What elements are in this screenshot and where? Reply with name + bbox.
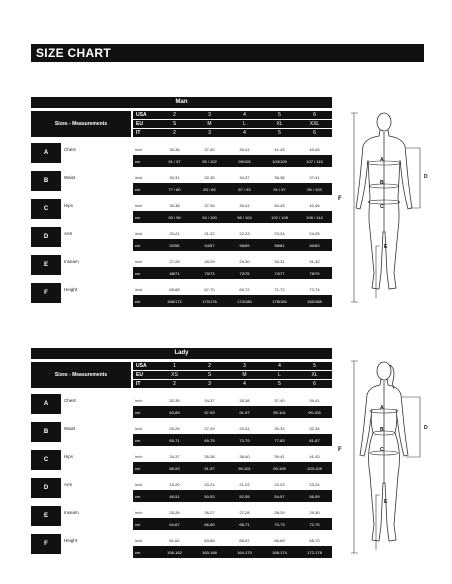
measurement-code: B [31,422,61,446]
lady-figure-label-b: B [380,427,384,433]
cm-value: 103-109 [297,462,332,474]
table-row [31,283,332,295]
measurement-name: Chest [64,146,76,152]
measurement-name: Inseam [64,509,79,515]
unit-cm: cm [133,267,157,279]
table-row [31,267,332,279]
man-figure-label-e: E [384,244,388,250]
man-body-figure-icon [346,108,434,308]
inch-value: 39-41 [239,202,250,208]
cm-value: 65-71 [157,434,192,446]
size-value: 2 [157,129,192,138]
cm-value: 166/172 [157,295,192,307]
cm-value: 168-174 [262,546,297,558]
measurement-name: Inseam [64,258,79,264]
cm-value: 98 / 104 [227,211,262,223]
inch-value: 22-23 [274,481,285,487]
table-row [31,227,332,239]
measurement-code: F [31,534,61,558]
size-value: 5 [262,111,297,120]
cm-value: 66-69 [192,518,227,530]
size-value: L [227,120,262,129]
cm-value: 87-93 [192,406,227,418]
inch-value: 34-37 [239,174,250,180]
unit-inch: inch [135,258,143,264]
cm-value: 87 / 93 [227,183,262,195]
inch-value: 20-21 [204,481,215,487]
measurement-code: B [31,171,61,195]
unit-inch: inch [135,537,143,543]
cm-value: 74/77 [262,267,297,279]
cm-value: 58/61 [262,239,297,251]
inch-value: 27-28 [239,509,250,515]
inch-value: 34-37 [204,397,215,403]
sizes-measurements-header: Sizes - Measurements [31,111,133,138]
measurement-name: Chest [64,397,76,403]
inch-value: 23-24 [274,230,285,236]
size-value: XL [262,120,297,129]
lady-section [31,348,332,562]
cm-value: 99-105 [262,462,297,474]
table-row [31,518,332,530]
inch-value: 65-67 [239,537,250,543]
man-figure-label-b: B [380,180,384,186]
inch-value: 32-34 [309,425,320,431]
table-row [31,295,332,307]
cm-value: 91-97 [192,462,227,474]
size-value: XS [157,371,192,380]
table-row [31,534,332,546]
inch-value: 39-41 [309,397,320,403]
region-code: IT [133,380,157,389]
table-row [31,394,332,406]
lady-figure-label-d: D [424,425,428,431]
inch-value: 61-64 [169,537,180,543]
inch-value: 32-35 [169,397,180,403]
cm-value: 60/63 [297,239,332,251]
region-code: USA [133,111,157,120]
measurement-code: D [31,478,61,502]
unit-cm: cm [133,295,157,307]
unit-cm: cm [133,211,157,223]
cm-value: 48-51 [157,490,192,502]
cm-value: 95-101 [227,462,262,474]
inch-value: 40-43 [274,202,285,208]
size-value: S [157,120,192,129]
inch-value: 35-38 [239,397,250,403]
inch-value: 37-40 [204,146,215,152]
cm-value: 99/105 [227,155,262,167]
region-code: IT [133,129,157,138]
inch-value: 41-43 [274,146,285,152]
table-row [31,171,332,183]
inch-value: 35-38 [204,453,215,459]
size-value: 4 [227,111,262,120]
inch-value: 30-31 [274,258,285,264]
cm-value: 50-53 [192,490,227,502]
unit-inch: inch [135,230,143,236]
inch-value: 72-74 [309,286,320,292]
inch-value: 66-69 [274,537,285,543]
table-row [31,143,332,155]
unit-inch: inch [135,202,143,208]
measurement-code: C [31,450,61,474]
unit-inch: inch [135,509,143,515]
unit-cm: cm [133,155,157,167]
cm-value: 178/184 [262,295,297,307]
cm-value: 64-67 [157,518,192,530]
size-value: 4 [262,362,297,371]
cm-value: 54/57 [192,239,227,251]
size-value: 4 [227,380,262,389]
cm-value: 69-75 [192,434,227,446]
inch-value: 65-68 [169,286,180,292]
size-value: 2 [157,111,192,120]
inch-value: 37-40 [274,397,285,403]
inch-value: 23-24 [309,481,320,487]
unit-cm: cm [133,462,157,474]
cm-value: 76/79 [297,267,332,279]
inch-value: 30-31 [169,174,180,180]
cm-value: 95 / 103 [297,183,332,195]
size-value: XXL [297,120,332,129]
size-value: M [192,120,227,129]
inch-value: 25-26 [169,509,180,515]
unit-cm: cm [133,434,157,446]
cm-value: 52-55 [227,490,262,502]
size-value: 3 [227,362,262,371]
cm-value: 91 / 97 [157,155,192,167]
lady-body-figure-icon [346,355,434,560]
cm-value: 164-170 [227,546,262,558]
cm-value: 103/109 [262,155,297,167]
inch-value: 67-70 [204,286,215,292]
cm-value: 72/75 [227,267,262,279]
inch-value: 68-70 [309,537,320,543]
inch-value: 71-72 [274,286,285,292]
inch-value: 29-30 [309,509,320,515]
lady-figure-label-f: F [338,447,342,453]
inch-value: 29-30 [239,258,250,264]
measurement-name: Height [64,286,78,292]
measurement-code: E [31,506,61,530]
cm-value: 90 / 96 [157,211,192,223]
unit-inch: inch [135,146,143,152]
inch-value: 29-31 [239,425,250,431]
unit-inch: inch [135,481,143,487]
unit-inch: inch [135,397,143,403]
cm-value: 172-178 [297,546,332,558]
man-size-table [31,111,332,311]
measurement-name: Waist [64,174,76,180]
inch-value: 69-72 [239,286,250,292]
size-value: 5 [262,129,297,138]
cm-value: 182/188 [297,295,332,307]
table-row [31,155,332,167]
cm-value: 77 / 80 [157,183,192,195]
inch-value: 21-22 [204,230,215,236]
table-row [31,199,332,211]
cm-value: 81-87 [297,434,332,446]
size-value: 3 [192,380,227,389]
man-figure-label-f: F [338,196,342,202]
measurement-code: C [31,199,61,223]
measurement-name: Hips [64,202,74,208]
inch-value: 38-40 [239,453,250,459]
cm-value: 91 / 97 [262,183,297,195]
inch-value: 28-29 [274,509,285,515]
inch-value: 24-25 [309,230,320,236]
cm-value: 72-75 [297,518,332,530]
inch-value: 34-37 [169,453,180,459]
measurement-name: Height [64,537,78,543]
cm-value: 70/73 [192,267,227,279]
cm-value: 54-57 [262,490,297,502]
unit-inch: inch [135,425,143,431]
cm-value: 170/176 [192,295,227,307]
size-value: 2 [192,362,227,371]
cm-value: 156-162 [157,546,192,558]
unit-cm: cm [133,239,157,251]
inch-value: 42-45 [309,202,320,208]
inch-value: 39-41 [274,453,285,459]
measurement-code: E [31,255,61,279]
table-row [31,183,332,195]
cm-value: 68/71 [157,267,192,279]
measurement-name: Hips [64,453,74,459]
inch-value: 30-33 [274,425,285,431]
cm-value: 94 / 100 [192,211,227,223]
table-row [31,239,332,251]
size-value: 3 [192,129,227,138]
cm-value: 73-79 [227,434,262,446]
table-row [31,255,332,267]
sizes-measurements-header: Sizes - Measurements [31,362,133,389]
cm-value: 56-59 [297,490,332,502]
cm-value: 70-73 [262,518,297,530]
inch-value: 35-36 [169,146,180,152]
table-row [31,422,332,434]
unit-cm: cm [133,183,157,195]
table-row [31,506,332,518]
cm-value: 99-105 [297,406,332,418]
measurement-name: Waist [64,425,76,431]
inch-value: 27-29 [204,425,215,431]
lady-figure-label-c: C [380,447,384,453]
man-figure-label-c: C [380,204,384,210]
size-value: S [192,371,227,380]
size-chart-banner: SIZE CHART [31,44,424,62]
inch-value: 41-43 [309,453,320,459]
size-value: XL [297,371,332,380]
lady-figure-label-a: A [380,405,384,411]
measurement-code: A [31,394,61,418]
inch-value: 37-39 [204,202,215,208]
inch-value: 63-66 [204,537,215,543]
cm-value: 91-97 [227,406,262,418]
region-code: EU [133,120,157,129]
man-figure-label-d: D [424,174,428,180]
size-value: M [227,371,262,380]
size-value: 6 [297,380,332,389]
cm-value: 83-89 [157,406,192,418]
table-row [31,211,332,223]
unit-inch: inch [135,286,143,292]
inch-value: 37-41 [309,174,320,180]
cm-value: 160-166 [192,546,227,558]
cm-value: 95 / 102 [192,155,227,167]
inch-value: 20-21 [169,230,180,236]
size-value: 6 [297,111,332,120]
measurement-code: D [31,227,61,251]
table-row [31,478,332,490]
unit-cm: cm [133,518,157,530]
unit-inch: inch [135,174,143,180]
cm-value: 52/55 [157,239,192,251]
cm-value: 77-83 [262,434,297,446]
cm-value: 174/180 [227,295,262,307]
inch-value: 43-45 [309,146,320,152]
inch-value: 31-32 [309,258,320,264]
size-value: 5 [297,362,332,371]
cm-value: 56/59 [227,239,262,251]
inch-value: 39-41 [239,146,250,152]
inch-value: 25-28 [169,425,180,431]
table-row [31,462,332,474]
size-value: 4 [227,129,262,138]
inch-value: 22-23 [239,230,250,236]
cm-value: 102 / 108 [262,211,297,223]
lady-size-table [31,362,332,562]
region-code: USA [133,362,157,371]
table-row [31,450,332,462]
size-value: 2 [157,380,192,389]
size-value: 1 [157,362,192,371]
inch-value: 36-38 [274,174,285,180]
cm-value: 83 / 89 [192,183,227,195]
inch-value: 35-38 [169,202,180,208]
size-value: 3 [192,111,227,120]
measurement-code: F [31,283,61,307]
table-row [31,406,332,418]
region-code: EU [133,371,157,380]
inch-value: 19-20 [169,481,180,487]
measurement-code: A [31,143,61,167]
cm-value: 107 / 115 [297,155,332,167]
size-value: 5 [262,380,297,389]
lady-figure-label-e: E [384,499,388,505]
size-value: 6 [297,129,332,138]
man-title: Man [31,97,332,108]
inch-value: 26-27 [204,509,215,515]
measurement-name: Arm [64,481,73,487]
cm-value: 95-101 [262,406,297,418]
inch-value: 32-35 [204,174,215,180]
unit-cm: cm [133,546,157,558]
inch-value: 28-29 [204,258,215,264]
lady-title: Lady [31,348,332,359]
measurement-name: Arm [64,230,73,236]
table-row [31,490,332,502]
table-row [31,434,332,446]
cm-value: 106 / 114 [297,211,332,223]
cm-value: 85-93 [157,462,192,474]
size-value: L [262,371,297,380]
inch-value: 21-22 [239,481,250,487]
unit-inch: inch [135,453,143,459]
table-row [31,546,332,558]
man-section [31,97,332,311]
unit-cm: cm [133,490,157,502]
man-figure-label-a: A [380,157,384,163]
unit-cm: cm [133,406,157,418]
inch-value: 27-28 [169,258,180,264]
cm-value: 68-71 [227,518,262,530]
